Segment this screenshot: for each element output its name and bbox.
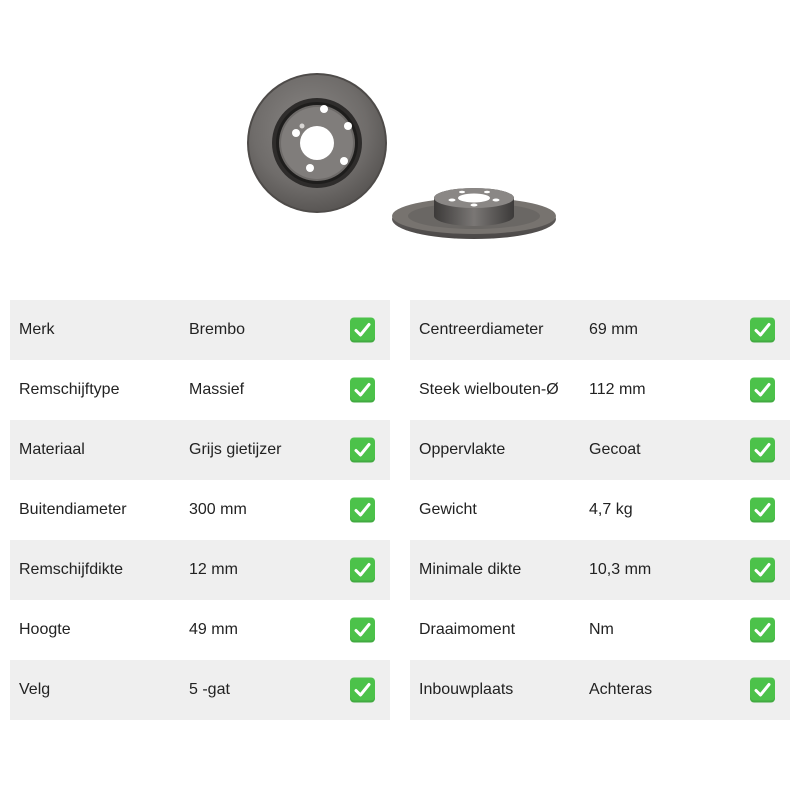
check-icon — [750, 438, 775, 463]
spec-value: Grijs gietijzer — [189, 441, 282, 458]
spec-table-left — [10, 300, 390, 720]
spec-row-centreerdiameter — [410, 300, 790, 360]
spec-row-velg — [10, 660, 390, 720]
spec-label: Remschijftype — [19, 381, 120, 398]
spec-value: 4,7 kg — [589, 501, 633, 518]
spec-value: 12 mm — [189, 561, 238, 578]
spec-value: Nm — [589, 621, 614, 638]
spec-value: Achteras — [589, 681, 653, 698]
spec-row-hoogte — [10, 600, 390, 660]
spec-row-gewicht — [410, 480, 790, 540]
spec-value: 69 mm — [589, 321, 638, 338]
spec-label: Remschijfdikte — [19, 561, 124, 578]
spec-label: Steek wielbouten-Ø — [419, 381, 559, 398]
check-icon — [350, 438, 375, 463]
spec-value: Gecoat — [589, 441, 641, 458]
spec-value: Massief — [189, 381, 245, 398]
check-icon — [750, 558, 775, 583]
check-icon — [350, 618, 375, 643]
spec-row-oppervlakte — [410, 420, 790, 480]
spec-label: Inbouwplaats — [419, 681, 514, 698]
check-icon — [350, 498, 375, 523]
spec-value: Brembo — [189, 321, 246, 338]
check-icon — [750, 378, 775, 403]
spec-label: Merk — [19, 321, 55, 338]
check-icon — [750, 678, 775, 703]
spec-label: Materiaal — [19, 441, 85, 458]
spec-label: Centreerdiameter — [419, 321, 544, 338]
check-icon — [350, 558, 375, 583]
brake-disc-image — [240, 40, 570, 250]
spec-value: 5 -gat — [189, 681, 230, 698]
spec-value: 49 mm — [189, 621, 238, 638]
spec-row-merk — [10, 300, 390, 360]
spec-row-remschijftype — [10, 360, 390, 420]
spec-label: Velg — [19, 681, 51, 698]
spec-value: 10,3 mm — [589, 561, 652, 578]
spec-row-draaimoment — [410, 600, 790, 660]
spec-label: Gewicht — [419, 501, 477, 518]
check-icon — [350, 378, 375, 403]
spec-label: Buitendiameter — [19, 501, 127, 518]
spec-row-buitendiameter — [10, 480, 390, 540]
spec-row-materiaal — [10, 420, 390, 480]
spec-table-right — [410, 300, 790, 720]
check-icon — [750, 498, 775, 523]
check-icon — [350, 678, 375, 703]
spec-row-minimale-dikte — [410, 540, 790, 600]
spec-value: 300 mm — [189, 501, 247, 518]
spec-row-inbouwplaats — [410, 660, 790, 720]
check-icon — [350, 318, 375, 343]
spec-value: 112 mm — [589, 381, 646, 398]
spec-label: Hoogte — [19, 621, 71, 638]
check-icon — [750, 618, 775, 643]
spec-row-remschijfdikte — [10, 540, 390, 600]
spec-label: Minimale dikte — [419, 561, 522, 578]
spec-row-steek-wielbouten — [410, 360, 790, 420]
spec-label: Draaimoment — [419, 621, 516, 638]
spec-label: Oppervlakte — [419, 441, 506, 458]
check-icon — [750, 318, 775, 343]
